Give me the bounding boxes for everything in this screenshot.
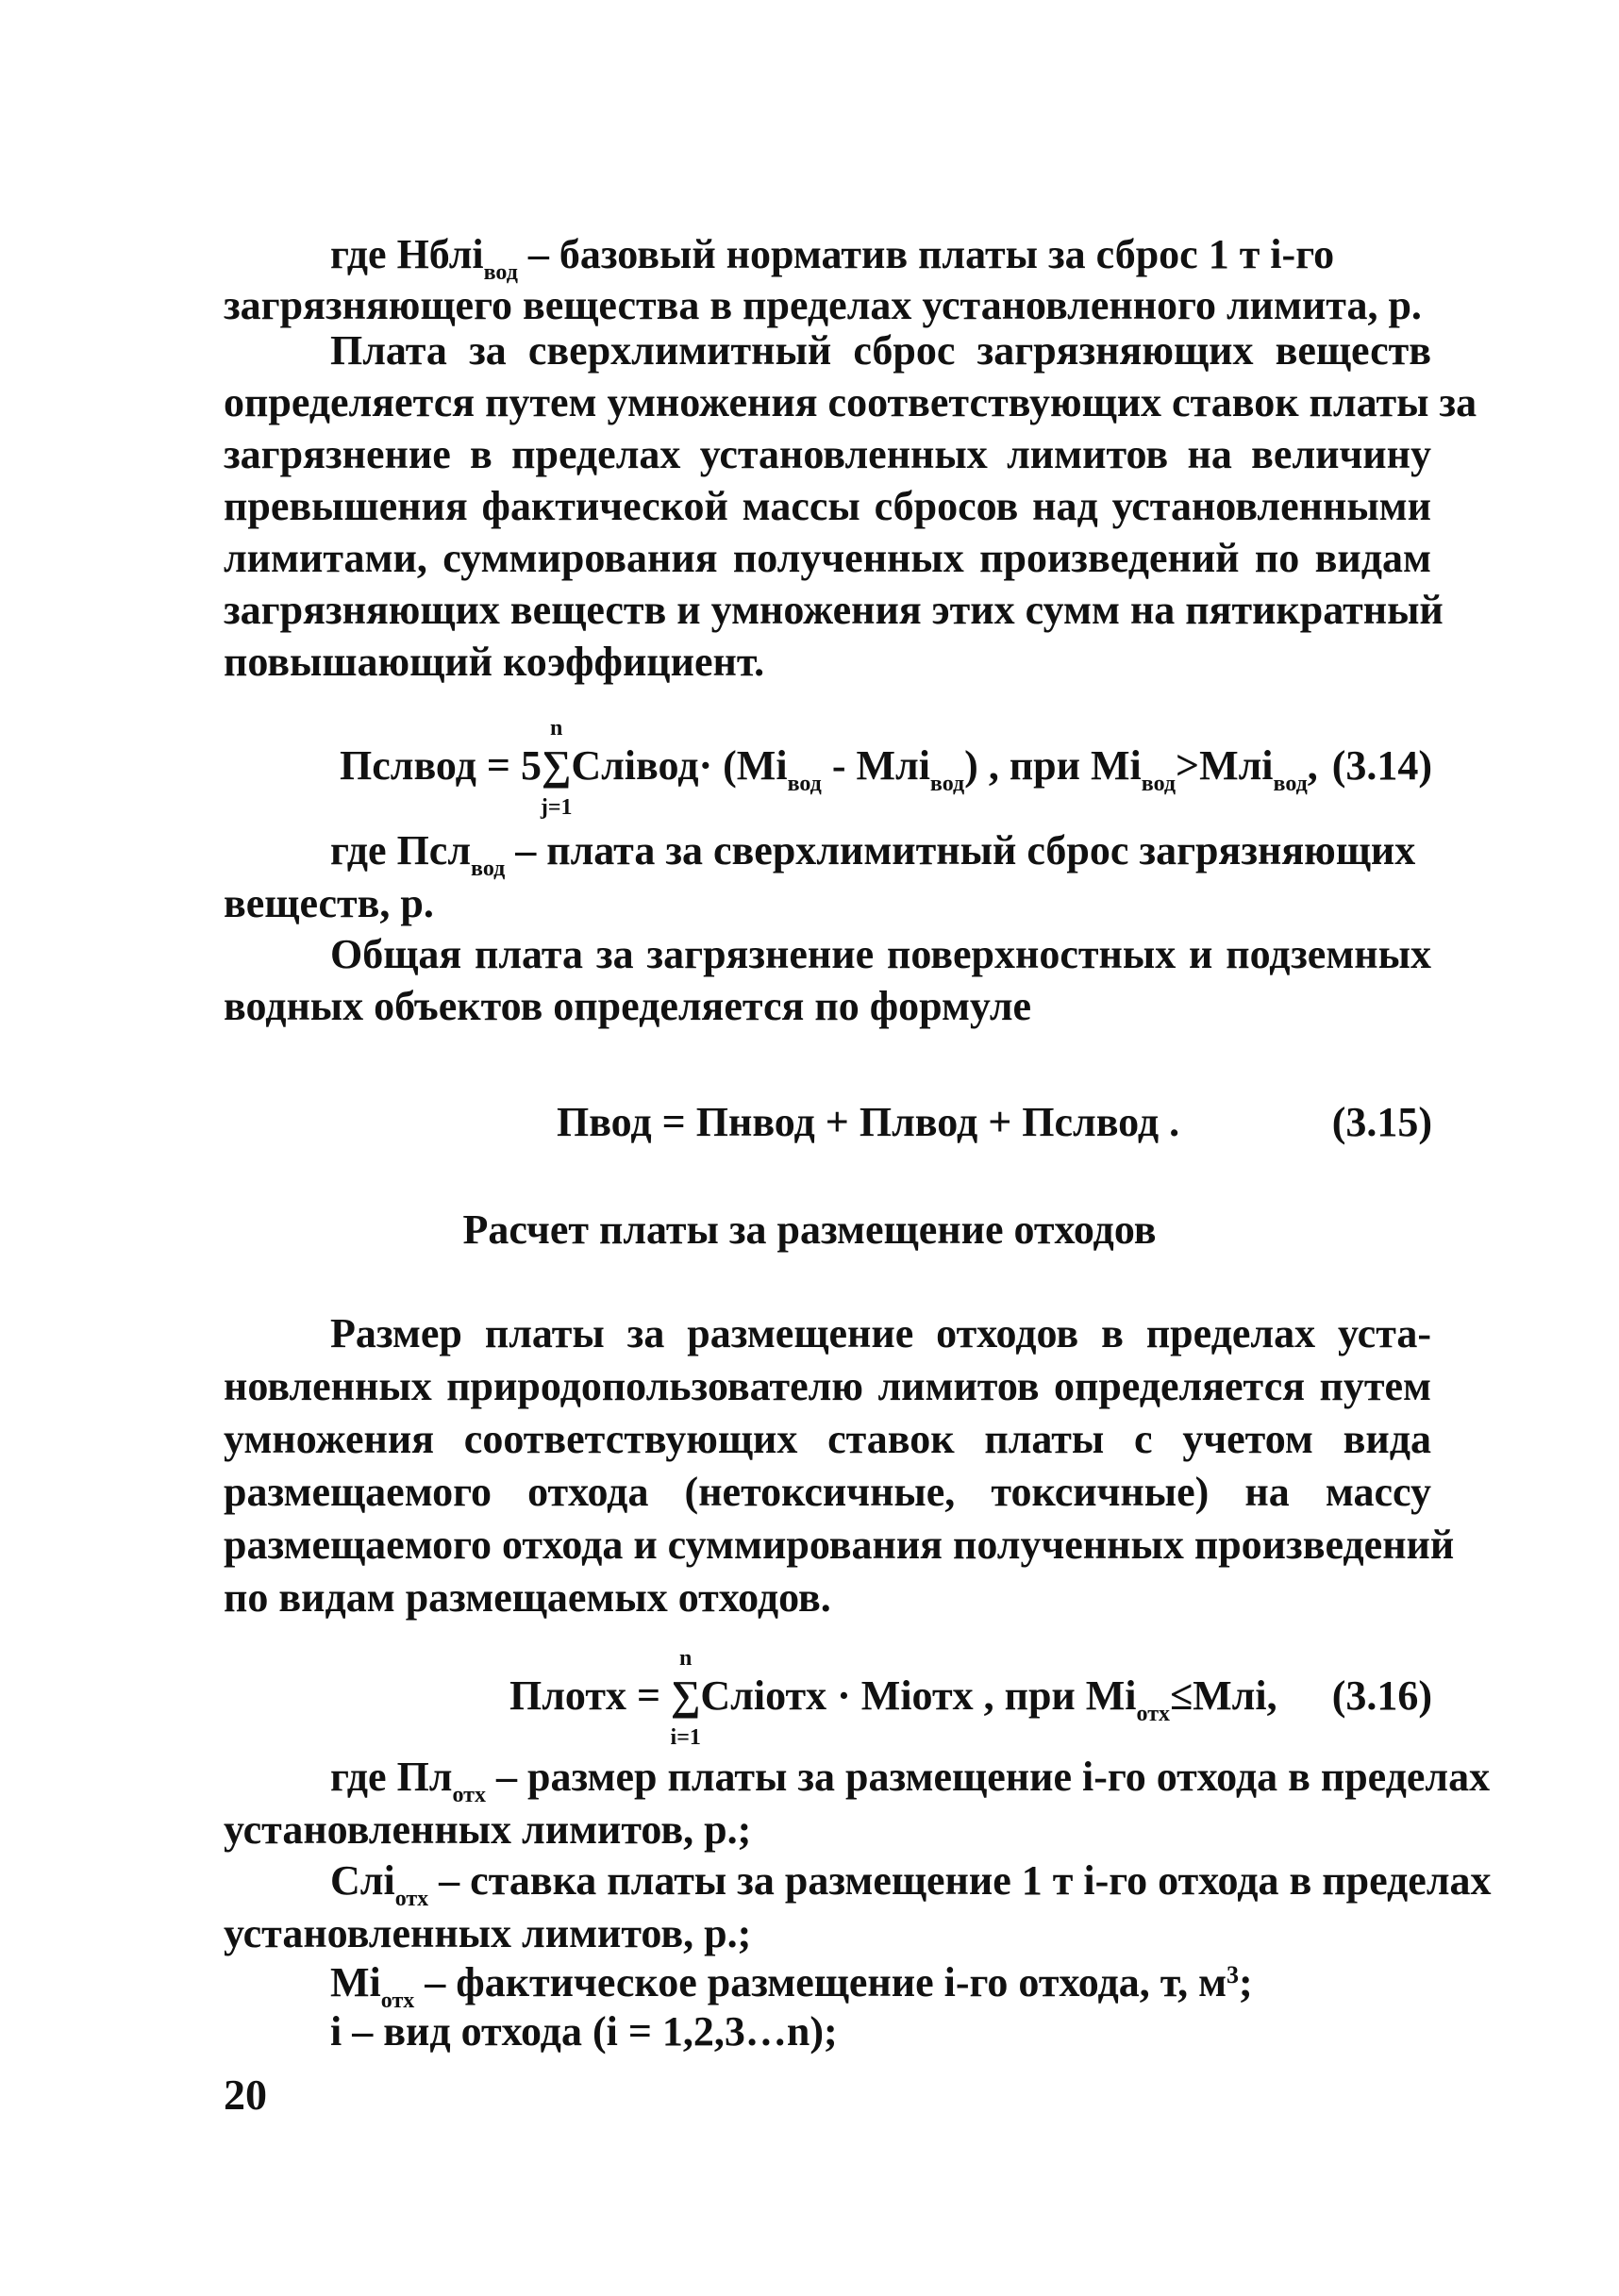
formula-term: ≤Млі,: [1170, 1672, 1277, 1719]
paragraph-line: размещаемого отхода (нетоксичные, токсичные) на массу: [224, 1469, 1431, 1515]
definition-nbli-line1: [330, 231, 1335, 285]
formula-3-14: [340, 716, 1318, 820]
equation-number: (3.16): [1331, 1672, 1432, 1719]
formula-lhs: Плотх: [509, 1672, 626, 1719]
sum-upper: n: [679, 1646, 693, 1671]
sum-symbol: [540, 716, 573, 820]
sum-lower: i=1: [670, 1725, 701, 1750]
definition-pl-line1: [330, 1754, 1491, 1807]
sum-sign: ∑: [541, 742, 572, 789]
paragraph-line: превышения фактической массы сбросов над установленными: [224, 483, 1431, 529]
definition-term: где Нблі: [330, 231, 484, 277]
paragraph-line: размещаемого отхода и суммирования полученных произведений: [224, 1522, 1455, 1568]
paragraph-line: по видам размещаемых отходов.: [224, 1574, 831, 1621]
subscript: отх: [380, 1988, 415, 2013]
definition-pl-line2: установленных лимитов, р.;: [224, 1806, 752, 1853]
definition-text: – ставка платы за размещение 1 т і-го отхода в пределах: [428, 1857, 1492, 1904]
definition-psl-line2: веществ, р.: [224, 880, 434, 926]
formula-3-16: [509, 1646, 1277, 1750]
sum-lower: j=1: [540, 795, 573, 820]
definition-text: ;: [1239, 1959, 1253, 2005]
paragraph-line: умножения соответствующих ставок платы с учетом вида: [224, 1416, 1431, 1462]
paragraph-line: лимитами, суммирования полученных произведений по видам: [224, 535, 1431, 581]
formula-term: >Млі: [1176, 742, 1274, 789]
formula-term: Слiотх: [700, 1672, 827, 1719]
paragraph-line: Общая плата за загрязнение поверхностных и подземных: [330, 931, 1431, 977]
sum-upper: n: [549, 716, 563, 740]
definition-text: – плата за сверхлимитный сброс загрязняющих: [505, 827, 1416, 873]
paragraph-line: загрязняющих веществ и умножения этих сумм на пятикратный: [224, 587, 1444, 633]
paragraph-line: загрязнение в пределах установленных лимитов на величину: [224, 431, 1431, 477]
definition-term: где Псл: [330, 827, 472, 873]
sum-symbol: [670, 1646, 701, 1750]
formula-term: ,: [1307, 742, 1318, 789]
paragraph-line: повышающий коэффициент.: [224, 639, 765, 685]
definition-term: Слі: [330, 1857, 395, 1904]
subscript: отх: [452, 1783, 486, 1807]
formula-lhs: Пслвод: [340, 742, 476, 789]
superscript: 3: [1227, 1961, 1240, 1988]
formula-eq: = 5: [476, 742, 542, 789]
paragraph-line: определяется путем умножения соответствующих ставок платы за: [224, 379, 1477, 425]
definition-term: где Пл: [330, 1754, 453, 1800]
subscript: вод: [1273, 772, 1308, 796]
definition-sli-line2: установленных лимитов, р.;: [224, 1910, 752, 1956]
paragraph-line: Размер платы за размещение отходов в пределах уста-: [330, 1310, 1431, 1356]
formula-3-15: Пвод = Пнвод + Плвод + Пслвод .: [557, 1099, 1180, 1145]
formula-term: ) , при Мі: [964, 742, 1142, 789]
subscript: отх: [1136, 1702, 1170, 1726]
definition-text: – фактическое размещение і-го отхода, т, м: [414, 1959, 1227, 2005]
formula-term: · Міотх , при Мі: [826, 1672, 1137, 1719]
section-heading: Расчет платы за размещение отходов: [462, 1206, 1157, 1253]
formula-term: · (Мі: [698, 742, 788, 789]
subscript: вод: [929, 772, 965, 796]
paragraph-line: водных объектов определяется по формуле: [224, 983, 1032, 1029]
subscript: вод: [483, 260, 518, 285]
formula-term: Слівод: [571, 742, 699, 789]
definition-psl-line1: [330, 827, 1416, 881]
subscript: вод: [1141, 772, 1177, 796]
paragraph-line: новленных природопользователю лимитов определяется путем: [224, 1363, 1431, 1409]
subscript: вод: [787, 772, 822, 796]
page-number: 20: [224, 2071, 267, 2119]
formula-term: - Млі: [821, 742, 930, 789]
definition-sli-line1: [330, 1857, 1492, 1911]
subscript: вод: [471, 857, 506, 881]
formula-eq: =: [626, 1672, 672, 1719]
definition-text: – размер платы за размещение і-го отхода в пределах: [485, 1754, 1491, 1800]
sum-sign: ∑: [671, 1672, 701, 1719]
equation-number: (3.14): [1331, 742, 1432, 789]
subscript: отх: [394, 1887, 429, 1911]
equation-number: (3.15): [1331, 1099, 1432, 1145]
definition-nbli-line2: загрязняющего вещества в пределах установленного лимита, р.: [224, 282, 1422, 328]
definition-term: Мі: [330, 1959, 381, 2005]
definition-mi-line: [330, 1959, 1253, 2013]
definition-i-line: і – вид отхода (і = 1,2,3…n);: [330, 2008, 838, 2055]
definition-text: – базовый норматив платы за сброс 1 т і-го: [517, 231, 1335, 277]
paragraph-line: Плата за сверхлимитный сброс загрязняющих веществ: [330, 327, 1431, 374]
